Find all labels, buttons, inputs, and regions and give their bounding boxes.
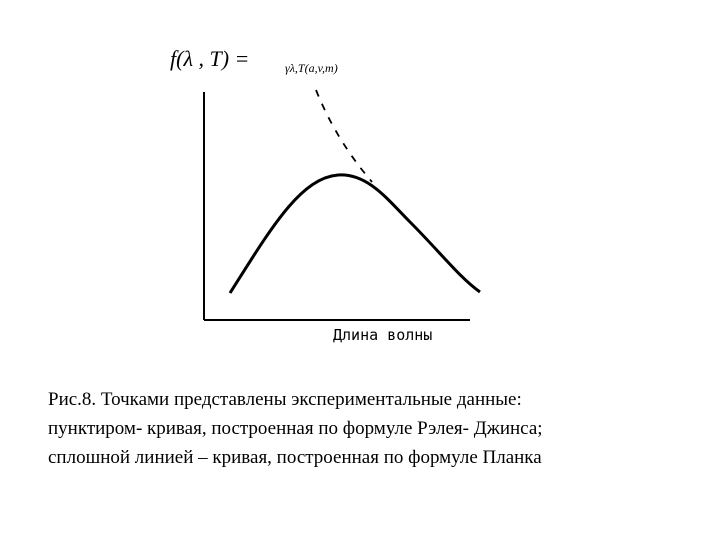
caption-line-3: сплошной линией – кривая, построенная по формуле Планка bbox=[48, 447, 542, 468]
x-axis-label: Длина волны bbox=[333, 326, 433, 344]
y-axis-label: f(λ , T) = bbox=[170, 46, 250, 71]
caption-line-2: пунктиром- кривая, построенная по формуле Рэлея- Джинса; bbox=[48, 418, 543, 439]
rayleigh-jeans-curve bbox=[316, 90, 372, 182]
y-axis-label-subscript: γλ,T(a,v,m) bbox=[285, 61, 338, 75]
figure-caption bbox=[48, 385, 698, 472]
planck-curve bbox=[230, 175, 480, 293]
caption-line-1: Рис.8. Точками представлены экспериментальные данные: bbox=[48, 389, 522, 410]
